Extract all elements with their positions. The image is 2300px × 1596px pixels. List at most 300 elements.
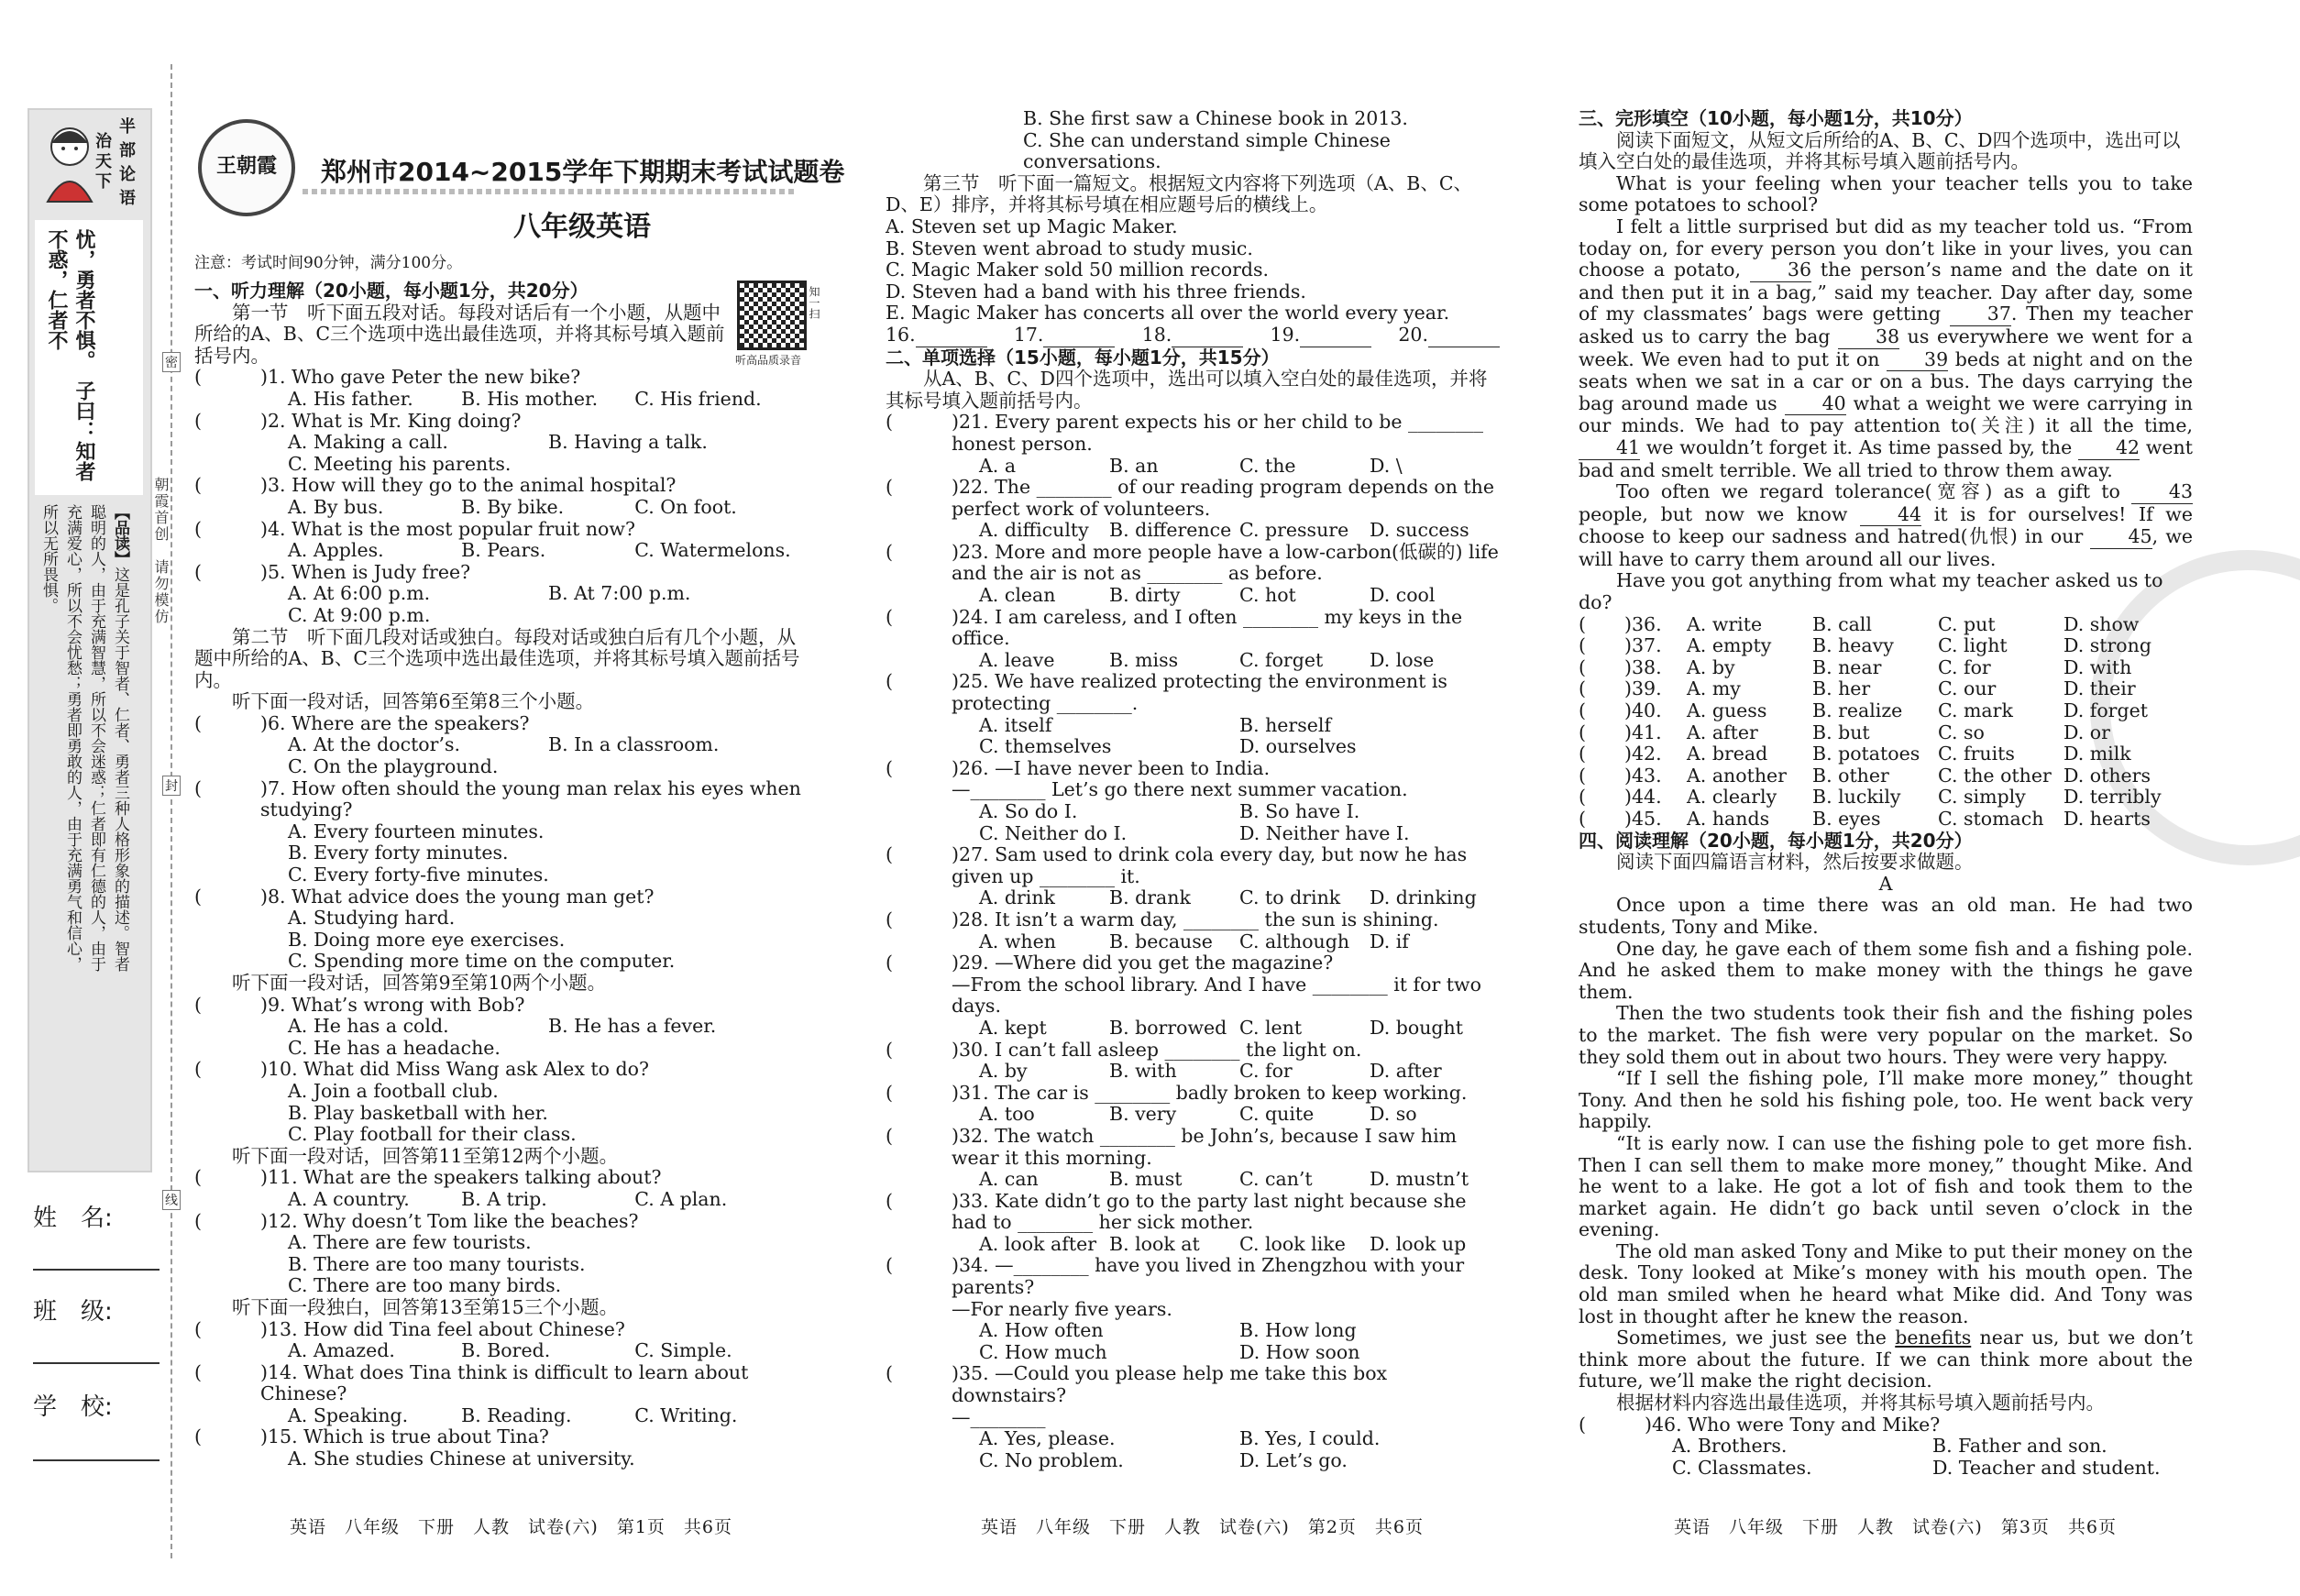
option-list	[886, 1061, 1500, 1083]
option[interactable]: D. or	[2063, 721, 2110, 743]
option[interactable]: A. So do I.	[979, 800, 1078, 822]
option[interactable]: B. borrowed	[1109, 1016, 1227, 1039]
option[interactable]: B. How long	[1239, 1319, 1357, 1342]
option[interactable]: A. Speaking.	[288, 1403, 409, 1426]
option[interactable]: A. my	[1687, 677, 1741, 700]
option[interactable]: C. simply	[1938, 786, 2026, 809]
answer-bracket[interactable]: (	[886, 908, 893, 930]
option[interactable]: C. Watermelons.	[634, 539, 791, 562]
cloze-p1: What is your feeling when your teacher tells you to take some potatoes to school?	[1579, 171, 2193, 216]
option[interactable]: B. Bored.	[461, 1339, 551, 1362]
option[interactable]: B. but	[1812, 721, 1870, 743]
cloze-question	[1579, 722, 2193, 744]
answer-bracket[interactable]: (	[194, 409, 202, 432]
option[interactable]: B. eyes	[1812, 808, 1881, 830]
option[interactable]: C. fruits	[1938, 743, 2015, 765]
answer-bracket[interactable]: (	[1579, 808, 1586, 830]
question-text: )5. When is Judy free?	[260, 560, 471, 583]
option[interactable]: C. the	[1239, 454, 1296, 477]
option[interactable]: C. At 9:00 p.m.	[288, 603, 431, 626]
option[interactable]: A. Apples.	[288, 539, 384, 562]
option[interactable]: C. Every forty-five minutes.	[288, 864, 549, 886]
cloze-blank[interactable]: 38	[1838, 326, 1899, 349]
answer-bracket[interactable]: (	[1579, 612, 1586, 635]
question-item	[886, 671, 1500, 714]
part3-blank[interactable]: 17.	[1014, 325, 1116, 347]
question-text: )13. How did Tina feel about Chinese?	[260, 1317, 625, 1340]
option[interactable]: A. bread	[1687, 743, 1768, 765]
option[interactable]: C. No problem.	[979, 1448, 1124, 1471]
option[interactable]: D. look up	[1370, 1232, 1467, 1255]
option[interactable]: C. look like	[1239, 1232, 1346, 1255]
option[interactable]: B. potatoes	[1812, 743, 1920, 765]
answer-bracket[interactable]: (	[194, 993, 202, 1016]
cloze-number: )36.	[1624, 612, 1662, 635]
option-list	[886, 520, 1500, 542]
option[interactable]: A. Amazed.	[288, 1339, 395, 1362]
option[interactable]: A. can	[979, 1168, 1039, 1191]
option[interactable]: A. look after	[979, 1232, 1096, 1255]
option[interactable]: B. near	[1812, 655, 1882, 678]
answer-bracket[interactable]: (	[194, 474, 202, 497]
questions-6-8	[194, 713, 809, 973]
option[interactable]: B. His mother.	[461, 387, 599, 410]
cloze-blank[interactable]: 45	[2090, 526, 2151, 549]
sidebar-top-words: 半 部 论 语	[116, 117, 136, 209]
option[interactable]: A. clean	[979, 584, 1056, 607]
lead-9-10: 听下面一段对话，回答第9至第10两个小题。	[232, 972, 607, 994]
answer-bracket[interactable]: (	[886, 411, 893, 434]
answer-bracket[interactable]: (	[194, 517, 202, 540]
option[interactable]: B. So have I.	[1239, 800, 1360, 822]
cloze-blank[interactable]: 40	[1785, 393, 1846, 416]
passage-text: Too often we regard tolerance(宽容) as a gift to	[1616, 480, 2131, 503]
part1-intro: 第一节 听下面五段对话。每段对话后有一个小题，从题中所给的A、B、C三个选项中选出最佳选项，并将其标号填入题前括号内。	[194, 301, 725, 367]
option[interactable]: B. Yes, I could.	[1239, 1427, 1381, 1450]
answer-bracket[interactable]: (	[194, 1058, 202, 1081]
answer-bracket[interactable]: (	[886, 1081, 893, 1104]
option[interactable]: C. There are too many birds.	[288, 1274, 562, 1297]
answer-bracket[interactable]: (	[1579, 721, 1586, 743]
option[interactable]: C. Classmates.	[1672, 1456, 1812, 1479]
cloze-blank[interactable]: 36	[1750, 259, 1811, 282]
answer-bracket[interactable]: (	[1579, 743, 1586, 765]
answer-bracket[interactable]: (	[886, 1124, 893, 1147]
option[interactable]: B. luckily	[1812, 786, 1901, 809]
option[interactable]: A. kept	[979, 1016, 1047, 1039]
question-text: )32. The watch ________ be John’s, because I saw him wear it this morning.	[952, 1124, 1458, 1169]
answer-bracket[interactable]: (	[194, 1166, 202, 1189]
answer-bracket[interactable]: (	[194, 1317, 202, 1340]
option[interactable]: A. Brothers.	[1672, 1435, 1788, 1458]
option[interactable]: B. Doing more eye exercises.	[288, 928, 566, 951]
question-item	[194, 475, 809, 497]
option[interactable]: C. hot	[1239, 584, 1296, 607]
option[interactable]: B. her	[1812, 677, 1871, 700]
cloze-blank[interactable]: 44	[1860, 504, 1921, 527]
option[interactable]: C. Writing.	[634, 1403, 738, 1426]
answer-bracket[interactable]: (	[886, 1038, 893, 1061]
question-text: )6. Where are the speakers?	[260, 711, 530, 734]
option[interactable]: C. light	[1938, 634, 2008, 657]
class-field[interactable]	[33, 1362, 160, 1364]
option[interactable]: C. can’t	[1239, 1168, 1313, 1191]
question-text: )46. Who were Tony and Mike?	[1645, 1413, 1941, 1436]
option[interactable]: A. guess	[1687, 699, 1767, 722]
school-field[interactable]	[33, 1459, 160, 1461]
option-list	[886, 1320, 1500, 1363]
option[interactable]: B. herself	[1239, 713, 1332, 736]
question-item	[194, 1319, 809, 1341]
option[interactable]: A. too	[979, 1103, 1035, 1126]
option[interactable]: A. write	[1687, 612, 1763, 635]
passage-text: us everywhere we went for a week. We even had to put it on	[1579, 325, 2193, 370]
option-list	[886, 585, 1500, 607]
option[interactable]: A. A country.	[288, 1187, 410, 1210]
option[interactable]: D. terribly	[2063, 786, 2162, 809]
option[interactable]: A. clearly	[1687, 786, 1777, 809]
option-list	[194, 1405, 809, 1427]
option-list	[194, 821, 809, 886]
option[interactable]: C. put	[1938, 612, 1996, 635]
answer-bracket[interactable]: (	[194, 1360, 202, 1383]
option[interactable]: A. hands	[1687, 808, 1770, 830]
question-item	[194, 995, 809, 1017]
option[interactable]: A. drink	[979, 886, 1055, 909]
option[interactable]: B. dirty	[1109, 584, 1181, 607]
passage-a-last	[1579, 1327, 2193, 1392]
confucius-quote: 忧，勇者不惧。 子曰：知者不惑，仁者不	[45, 229, 95, 481]
option[interactable]: C. Spending more time on the computer.	[288, 950, 676, 973]
answer-bracket[interactable]: (	[886, 1189, 893, 1212]
cloze-blank[interactable]: 41	[1579, 437, 1640, 460]
option-list	[194, 908, 809, 973]
option[interactable]: B. drank	[1109, 886, 1191, 909]
option[interactable]: B. an	[1109, 454, 1159, 477]
question-text: )8. What advice does the young man get?	[260, 885, 655, 908]
option[interactable]: D. bought	[1370, 1016, 1463, 1039]
option[interactable]: C. A plan.	[634, 1187, 728, 1210]
option[interactable]: C. the other	[1938, 764, 2052, 787]
answer-bracket[interactable]: (	[194, 1209, 202, 1232]
passage-text: Sometimes, we just see the	[1616, 1326, 1896, 1349]
answer-bracket[interactable]: (	[1579, 1413, 1586, 1436]
answer-bracket[interactable]: (	[1579, 786, 1586, 809]
question-item	[194, 1059, 809, 1081]
option[interactable]: A. leave	[979, 648, 1055, 671]
passage-text: it is for ourselves! If we choose to keep our sadness and hatred(仇恨) in our	[1579, 502, 2193, 548]
option[interactable]: A. by	[979, 1060, 1028, 1083]
option[interactable]: D. Teacher and student.	[1932, 1456, 2161, 1479]
cloze-question	[1579, 635, 2193, 657]
answer-bracket[interactable]: (	[194, 560, 202, 583]
part3-option: A. Steven set up Magic Maker.	[886, 215, 1178, 237]
class-label: 班 级:	[33, 1298, 113, 1326]
passage-paragraph: The old man asked Tony and Mike to put their money on the desk. Tony looked at Mike’s money with his mouth open. The old man smiled when he heard what Mike did. And Tony was lost in thought after he knew the reason.	[1579, 1239, 2193, 1327]
option[interactable]: A. by	[1687, 655, 1735, 678]
questions-21-35	[886, 412, 1500, 1471]
option[interactable]: C. How much	[979, 1340, 1107, 1363]
sidebar-panel	[28, 108, 152, 1172]
option[interactable]: B. There are too many tourists.	[288, 1252, 586, 1275]
quote-box	[35, 220, 143, 495]
option[interactable]: B. miss	[1109, 648, 1179, 671]
option[interactable]: C. His friend.	[634, 387, 762, 410]
option[interactable]: B. Father and son.	[1932, 1435, 2107, 1458]
option[interactable]: D. after	[1370, 1060, 1442, 1083]
answer-bracket[interactable]: (	[886, 843, 893, 866]
question-item	[886, 542, 1500, 585]
option[interactable]: C. lent	[1239, 1016, 1303, 1039]
option[interactable]: A. Making a call.	[288, 431, 448, 454]
option[interactable]: B. with	[1109, 1060, 1177, 1083]
cloze-blank[interactable]: 39	[1887, 349, 1948, 372]
answer-bracket[interactable]: (	[886, 1254, 893, 1277]
passage-text: the person’s name and the date on it and then put it in a bag,” said my teacher. Day after day, some of my classmates’ bags were getting	[1579, 259, 2193, 325]
option[interactable]: C. Simple.	[634, 1339, 732, 1362]
option[interactable]: A. His father.	[288, 387, 413, 410]
option[interactable]: D. Let’s go.	[1239, 1448, 1348, 1471]
seal-tag-xian: 线	[162, 1190, 181, 1210]
answer-bracket[interactable]: (	[886, 540, 893, 563]
option-list	[886, 1169, 1500, 1191]
passage-text: near us, but we don’t think more about the future. If we can think more about the future, we’ll make the right decision.	[1579, 1326, 2194, 1392]
option[interactable]: C. forget	[1239, 648, 1324, 671]
option[interactable]: B. In a classroom.	[548, 733, 720, 756]
option-list	[886, 1234, 1500, 1256]
cloze-p3	[1579, 481, 2193, 570]
option[interactable]: A. itself	[979, 713, 1052, 736]
title-rule	[303, 189, 798, 194]
question-item	[194, 1362, 809, 1405]
answer-bracket[interactable]: (	[1579, 764, 1586, 787]
answer-bracket[interactable]: (	[886, 476, 893, 499]
option[interactable]: C. for	[1938, 655, 1991, 678]
option[interactable]: C. Neither do I.	[979, 821, 1128, 844]
questions-9-10	[194, 995, 809, 1146]
footer-page-2: 英语 八年级 下册 人教 试卷(六) 第2页 共6页	[981, 1517, 1425, 1537]
option-list	[886, 650, 1500, 672]
option[interactable]: B. Play basketball with her.	[288, 1101, 548, 1124]
option-list	[886, 801, 1500, 844]
question-text: )3. How will they go to the animal hospital?	[260, 474, 677, 497]
option[interactable]: C. quite	[1239, 1103, 1315, 1126]
question-item	[194, 367, 809, 389]
answer-bracket[interactable]: (	[886, 670, 893, 693]
option[interactable]: D. lose	[1370, 648, 1435, 671]
option[interactable]: A. another	[1687, 764, 1787, 787]
cloze-blank[interactable]: 42	[2078, 437, 2140, 460]
option[interactable]: C. Meeting his parents.	[288, 452, 512, 475]
option[interactable]: D. forget	[2063, 699, 2148, 722]
passage-text: beds at night and on the seats when we sat in a car or on a bus. The days carrying the bag around made us	[1579, 347, 2193, 414]
question-text: )27. Sam used to drink cola every day, but now he has given up ________ it.	[952, 843, 1468, 887]
option[interactable]: A. a	[979, 454, 1017, 477]
option[interactable]: A. Join a football club.	[288, 1079, 499, 1102]
option[interactable]: C. our	[1938, 677, 1997, 700]
question-item	[194, 562, 809, 584]
option[interactable]: C. for	[1239, 1060, 1293, 1083]
option[interactable]: D. others	[2063, 764, 2151, 787]
underlined-word: benefits	[1895, 1326, 1972, 1349]
passage-text: , we will have to carry them around all our lives.	[1579, 525, 2193, 570]
question-text: )14. What does Tina think is difficult to learn about Chinese?	[260, 1360, 749, 1405]
option[interactable]: A. Yes, please.	[979, 1427, 1116, 1450]
option[interactable]: A. There are few tourists.	[288, 1231, 532, 1254]
question-text: )21. Every parent expects his or her child to be ________ honest person.	[952, 411, 1484, 455]
question-text: )33. Kate didn’t go to the party last night because she had to ________ her sick mother.	[952, 1189, 1467, 1234]
option[interactable]: A. difficulty	[979, 519, 1089, 542]
option[interactable]: C. to drink	[1239, 886, 1341, 909]
option[interactable]: C. so	[1938, 721, 1985, 743]
option[interactable]: B. Every forty minutes.	[288, 842, 509, 864]
answer-bracket[interactable]: (	[1579, 677, 1586, 700]
footer-page-3: 英语 八年级 下册 人教 试卷(六) 第3页 共6页	[1674, 1517, 2118, 1537]
option-list	[194, 1016, 809, 1059]
passage-paragraph: “It is early now. I can use the fishing pole to get more fish. Then I can sell them to make more money,” thought Mike. And he went to a lake. He got a lot of fish and took them to the market again. He didn’t go back until seven o’clock in the evening.	[1579, 1131, 2193, 1241]
answer-bracket[interactable]: (	[194, 711, 202, 734]
option[interactable]: A. Studying hard.	[288, 907, 456, 930]
question-46	[1579, 1414, 2193, 1480]
option[interactable]: D. How soon	[1239, 1340, 1360, 1363]
option[interactable]: D. so	[1370, 1103, 1417, 1126]
answer-bracket[interactable]: (	[1579, 634, 1586, 657]
passage-paragraph: Then the two students took their fish and the fishing poles to the market. The fish were very popular on the market. So they sold them out in about two hours. They were very happy.	[1579, 1002, 2193, 1068]
passage-a-label: A	[1878, 872, 1893, 895]
option[interactable]: D. ourselves	[1239, 735, 1357, 758]
part3-blank[interactable]: 19.	[1271, 325, 1372, 347]
option[interactable]: C. themselves	[979, 735, 1112, 758]
option[interactable]: B. He has a fever.	[548, 1015, 717, 1038]
answer-bracket[interactable]: (	[194, 1425, 202, 1448]
cloze-question	[1579, 787, 2193, 809]
cloze-blank[interactable]: 37	[1950, 303, 2011, 326]
option[interactable]: B. realize	[1812, 699, 1903, 722]
option[interactable]: B. because	[1109, 930, 1213, 952]
option[interactable]: D. milk	[2063, 743, 2131, 765]
option[interactable]: D. \	[1370, 454, 1403, 477]
option[interactable]: A. At 6:00 p.m.	[288, 582, 431, 605]
sec2-intro: 从A、B、C、D四个选项中，选出可以填入空白处的最佳选项，并将其标号填入题前括号内。	[886, 368, 1488, 412]
option[interactable]: D. show	[2063, 612, 2140, 635]
option[interactable]: D. Neither have I.	[1239, 821, 1410, 844]
question-item	[886, 1040, 1500, 1062]
passage-text: people, but now we know	[1579, 502, 1861, 525]
option[interactable]: A. after	[1687, 721, 1758, 743]
question-item	[1579, 1414, 2193, 1436]
option[interactable]: D. cool	[1370, 584, 1436, 607]
answer-bracket[interactable]: (	[194, 885, 202, 908]
answer-bracket[interactable]: (	[886, 756, 893, 779]
option-list	[194, 540, 809, 562]
option[interactable]: B. Pears.	[461, 539, 546, 562]
option[interactable]: A. How often	[979, 1319, 1104, 1342]
option[interactable]: A. By bus.	[288, 495, 384, 518]
option[interactable]: A. At the doctor’s.	[288, 733, 461, 756]
option[interactable]: B. other	[1812, 764, 1889, 787]
option[interactable]: B. A trip.	[461, 1187, 547, 1210]
part3-blank[interactable]: 20.	[1398, 325, 1500, 347]
option[interactable]: C. On foot.	[634, 495, 737, 518]
option[interactable]: D. strong	[2063, 634, 2151, 657]
option[interactable]: A. empty	[1687, 634, 1772, 657]
answer-bracket[interactable]: (	[886, 605, 893, 628]
option[interactable]: B. very	[1109, 1103, 1177, 1126]
option[interactable]: B. heavy	[1812, 634, 1894, 657]
option-list	[194, 432, 809, 475]
option[interactable]: A. Every fourteen minutes.	[288, 820, 545, 842]
answer-bracket[interactable]: (	[1579, 655, 1586, 678]
cloze-number: )37.	[1624, 634, 1662, 657]
option[interactable]: B. By bike.	[461, 495, 565, 518]
question-item	[886, 412, 1500, 455]
option[interactable]: B. look at	[1109, 1232, 1200, 1255]
option[interactable]: D. with	[2063, 655, 2132, 678]
option[interactable]: D. hearts	[2063, 808, 2151, 830]
option[interactable]: C. On the playground.	[288, 755, 499, 778]
option[interactable]: C. pressure	[1239, 519, 1349, 542]
option[interactable]: C. Play football for their class.	[288, 1123, 577, 1146]
option[interactable]: C. mark	[1938, 699, 2013, 722]
question-text: )29. —Where did you get the magazine? —From the school library. And I have ________ it for two days.	[952, 952, 1481, 1018]
option[interactable]: A. She studies Chinese at university.	[288, 1447, 635, 1470]
question-text: )28. It isn’t a warm day, ________ the sun is shining.	[952, 908, 1439, 930]
copyright-note: 朝霞首创 请勿模仿	[152, 477, 170, 625]
option[interactable]: A. when	[979, 930, 1056, 952]
option[interactable]: B. Having a talk.	[548, 431, 708, 454]
option[interactable]: B. must	[1109, 1168, 1183, 1191]
answer-bracket[interactable]: (	[1579, 699, 1586, 722]
question-text: )11. What are the speakers talking about?	[260, 1166, 662, 1189]
option-list	[194, 1189, 809, 1211]
seal-tag-feng: 封	[162, 776, 181, 796]
option[interactable]: D. if	[1370, 930, 1409, 952]
option[interactable]: C. although	[1239, 930, 1350, 952]
option[interactable]: B. call	[1812, 612, 1872, 635]
answer-bracket[interactable]: (	[194, 366, 202, 389]
option[interactable]: C. He has a headache.	[288, 1036, 501, 1059]
option[interactable]: D. mustn’t	[1370, 1168, 1469, 1191]
exam-subtitle: 八年级英语	[513, 211, 651, 243]
cloze-blank[interactable]: 43	[2131, 481, 2193, 504]
option[interactable]: C. stomach	[1938, 808, 2044, 830]
part3-blank[interactable]: 18.	[1142, 325, 1244, 347]
name-field[interactable]	[33, 1269, 160, 1271]
option[interactable]: D. drinking	[1370, 886, 1477, 909]
question-text: )35. —Could you please help me take this box downstairs? —________	[952, 1362, 1388, 1428]
option[interactable]: D. success	[1370, 519, 1469, 542]
cloze-number: )44.	[1624, 786, 1662, 809]
answer-bracket[interactable]: (	[194, 776, 202, 799]
questions-11-12	[194, 1167, 809, 1297]
cloze-number: )38.	[1624, 655, 1662, 678]
passage-text: what a weight we were carrying in our minds. We had to pay attention to(关注) it all the time,	[1579, 391, 2193, 437]
part3-blank[interactable]: 16.	[886, 325, 987, 347]
answer-bracket[interactable]: (	[886, 952, 893, 974]
option-list	[886, 1018, 1500, 1040]
option[interactable]: B. At 7:00 p.m.	[548, 582, 691, 605]
section-cloze-title: 三、完形填空（10小题，每小题1分，共10分）	[1579, 107, 1973, 129]
answer-bracket[interactable]: (	[886, 1362, 893, 1385]
question-item	[194, 886, 809, 908]
option-list	[194, 583, 809, 626]
option-list	[194, 497, 809, 519]
cloze-number: )42.	[1624, 743, 1662, 765]
option[interactable]: B. Reading.	[461, 1403, 572, 1426]
option[interactable]: D. their	[2063, 677, 2136, 700]
option[interactable]: B. difference	[1109, 519, 1232, 542]
option[interactable]: A. He has a cold.	[288, 1015, 449, 1038]
